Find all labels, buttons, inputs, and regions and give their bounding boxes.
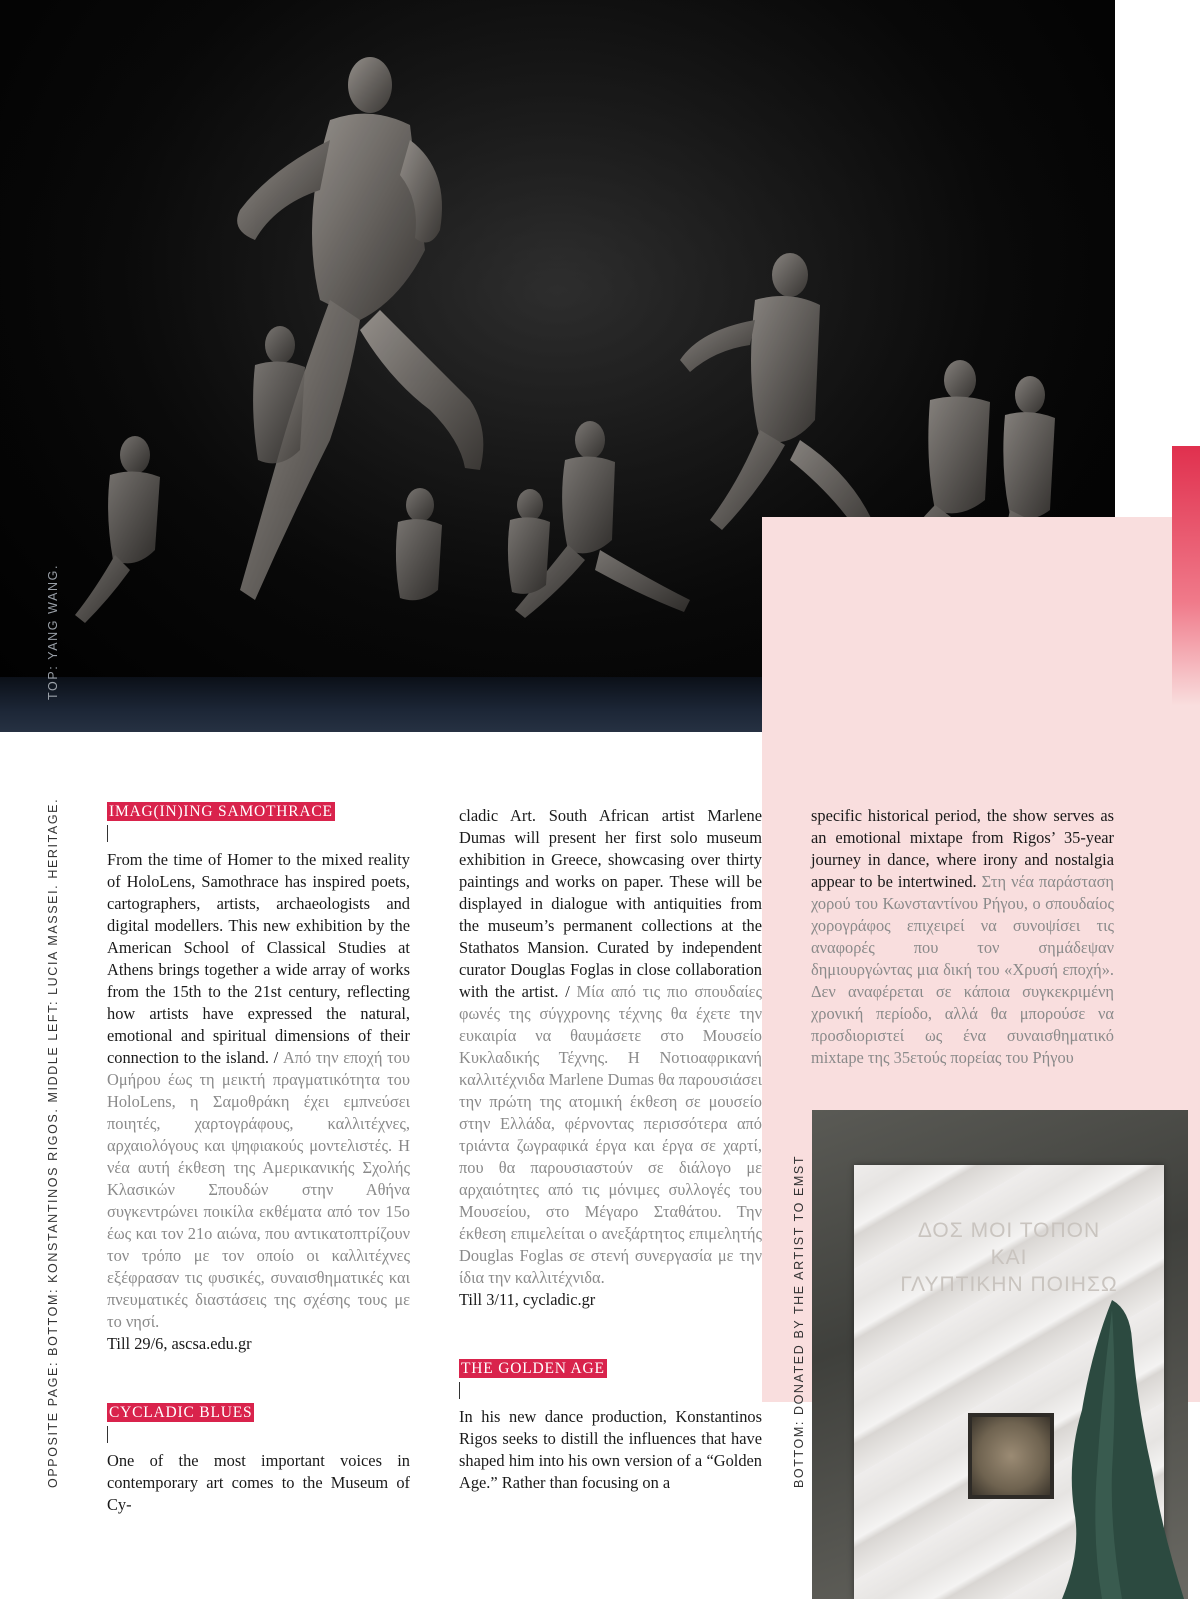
cycladic-english: cladic Art. South African artist Marlene Dumas will present her first solo museum exhibition in Greece, showcasing over thirty paintings and works on paper. These will be displayed in dialogue with antiquities from the museum’s permanent collections at the Stathatos Mansion. Curated by independent curator Douglas Foglas in close collaboration with the artist. / (459, 806, 762, 1001)
heading-tick (107, 1426, 108, 1443)
column-1 (107, 800, 410, 1516)
photo-credit-opposite: OPPOSITE PAGE: BOTTOM: KONSTANTINOS RIGOS. MIDDLE LEFT: LUCIA MASSEI. HERITAGE. (46, 797, 60, 1488)
golden-english-start: In his new dance production, Konstantinos Rigos seeks to distill the influences that have shaped him into his own version of a “Golden Age.” Rather than focusing on a (459, 1407, 762, 1492)
red-accent-bar (1172, 446, 1200, 706)
samothrace-english: From the time of Homer to the mixed reality of HoloLens, Samothrace has inspired poets, cartographers, artists, archaeologists and digital modellers. This new exhibition by the American School of Classical Studies at Athens brings together a wide array of works from the 15th to the 21st century, reflecting how artists have expressed the natural, emotional and spiritual dimensions of their connection to the island. / (107, 850, 410, 1067)
samothrace-greek: Από την εποχή του Ομήρου έως τη μεικτή πραγματικότητα του HoloLens, η Σαμοθράκη έχει εμπνεύσει ποιητές, χαρτογράφους, καλλιτέχνες, αρχαιολόγους και ψηφιακούς μοντελιστές. Η νέα αυτή έκθεση της Αμερικανικής Σχολής Κλασικών Σπουδών στην Αθήνα συγκεντρώνει ποικίλα εκθέματα από τον 15ο έως και τον 21ο αιώνα, που αντικατοπτρίζουν τον τρόπο με τον οποίο οι καλλιτέχνες εξέφρασαν τις φυσικές, συναισθηματικές και πνευματικές διαστάσεις της σχέσης τους με το νησί. (107, 1048, 410, 1331)
samothrace-info: Till 29/6, ascsa.edu.gr (107, 1334, 252, 1353)
heading-cycladic: CYCLADIC BLUES (109, 1404, 253, 1421)
inscription-line: ΓΛΥΠΤΙΚΗΝ ΠΟΙΗΣΩ (900, 1273, 1118, 1296)
column-2 (459, 805, 762, 1494)
inscription-line: ΚΑΙ (990, 1246, 1028, 1269)
heading-samothrace: IMAG(IN)ING SAMOTHRACE (109, 803, 333, 820)
heading-tick (107, 825, 108, 842)
golden-english: specific historical period, the show serves as an emotional mixtape from Rigos’ 35-year journey in dance, where irony and nostalgia appear to be intertwined. (811, 806, 1114, 891)
photo-credit-top: TOP: YANG WANG. (46, 563, 60, 700)
column-3 (811, 805, 1114, 1069)
heading-tick (459, 1382, 460, 1399)
green-drape (812, 1110, 1188, 1599)
golden-greek: Στη νέα παράσταση χορού του Κωνσταντίνου Ρήγου, ο σπουδαίος χορογράφος επιχειρεί να συνοψίσει τις αναφορές που τον σημάδεψαν δημιουργώντας μια δική του «Χρυσή εποχή». Δεν αναφέρεται σε κάποια συγκεκριμένη χρονική περίοδο, αλλά θα μπορούσε να προσδιοριστεί ως ένα συναισθηματικό mixtape της 35ετούς πορείας του Ρήγου (811, 872, 1115, 1067)
cycladic-info: Till 3/11, cycladic.gr (459, 1290, 596, 1309)
cycladic-greek: Μία από τις πιο σπουδαίες φωνές της σύγχρονης τέχνης θα έχετε την ευκαιρία να θαυμάσετε στο Μουσείο Κυκλαδικής Τέχνης. Η Νοτιοαφρικανή καλλιτέχνιδα Marlene Dumas θα παρουσιάσει την πρώτη της ατομική έκθεση σε μουσείο στην Ελλάδα, φέρνοντας περισσότερα από τριάντα ζωγραφικά έργα και έργα σε χαρτί, που θα παρουσιαστούν σε διάλογο με αρχαιότητες από τις μόνιμες συλλογές του Μουσείου, στο Μέγαρο Σταθάτου. Την έκθεση επιμελείται ο ανεξάρτητος επιμελητής Douglas Foglas σε στενή συνεργασία με την ίδια την καλλιτέχνιδα. (459, 982, 762, 1287)
article-cycladic-body (459, 805, 762, 1289)
photo-credit-bottom: BOTTOM: DONATED BY THE ARTIST TO EMST (792, 1154, 806, 1488)
sculpture-photo (812, 1110, 1188, 1599)
cycladic-english-start: One of the most important voices in contemporary art comes to the Museum of Cy- (107, 1451, 410, 1514)
inscription-line: ΔΟΣ ΜΟΙ ΤΟΠΟΝ (917, 1219, 1101, 1242)
article-samothrace-body (107, 849, 410, 1333)
heading-golden-age: THE GOLDEN AGE (461, 1360, 605, 1377)
article-golden-body (811, 805, 1114, 1069)
